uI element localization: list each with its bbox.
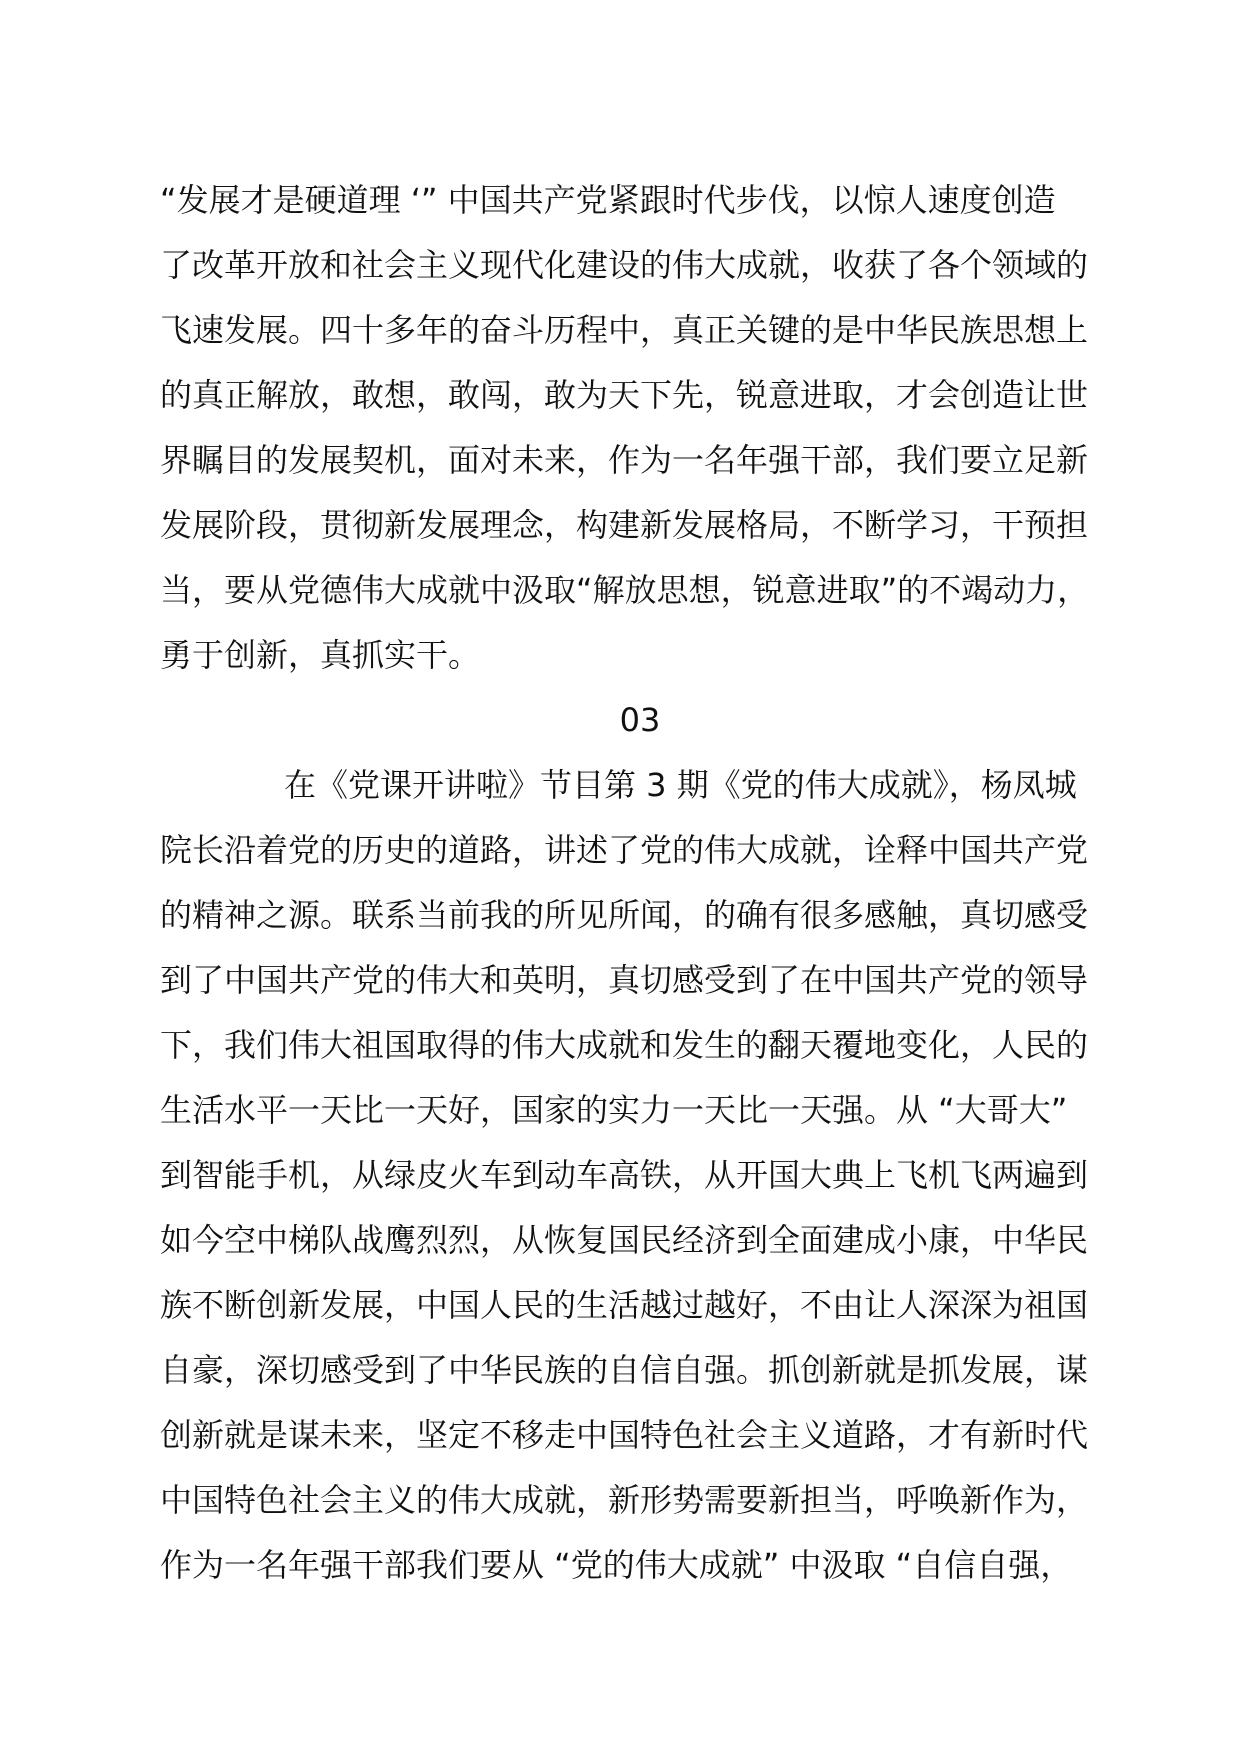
- paragraph-2-line: 在《党课开讲啦》节目第 3 期《党的伟大成就》，杨凤城: [284, 766, 1077, 804]
- paragraph-2-line: 如今空中梯队战鹰烈烈，从恢复国民经济到全面建成小康，中华民: [160, 1221, 1089, 1259]
- paragraph-2-line: 到了中国共产党的伟大和英明，真切感受到了在中国共产党的领导: [160, 961, 1089, 999]
- paragraph-2-line: 的精神之源。联系当前我的所见所闻，的确有很多感触，真切感受: [160, 896, 1089, 934]
- paragraph-1-line: 界瞩目的发展契机，面对未来，作为一名年强干部，我们要立足新: [160, 441, 1089, 479]
- paragraph-2-line: 到智能手机，从绿皮火车到动车高铁，从开国大典上飞机飞两遍到: [160, 1156, 1089, 1194]
- paragraph-1-line: 当，要从党德伟大成就中汲取“解放思想，锐意进取”的不竭动力，: [160, 571, 1090, 609]
- paragraph-2-line: 生活水平一天比一天好，国家的实力一天比一天强。从 “大哥大”: [160, 1091, 1068, 1129]
- paragraph-1-line: 的真正解放，敢想，敢闯，敢为天下先，锐意进取，才会创造让世: [160, 376, 1089, 414]
- paragraph-1-line: 飞速发展。四十多年的奋斗历程中，真正关键的是中华民族思想上: [160, 311, 1089, 349]
- paragraph-2-line: 下，我们伟大祖国取得的伟大成就和发生的翻天覆地变化，人民的: [160, 1026, 1089, 1064]
- paragraph-2-line: 创新就是谋未来，坚定不移走中国特色社会主义道路，才有新时代: [160, 1416, 1089, 1454]
- paragraph-2-line: 院长沿着党的历史的道路，讲述了党的伟大成就，诠释中国共产党: [160, 831, 1089, 869]
- paragraph-1-line: 了改革开放和社会主义现代化建设的伟大成就，收获了各个领域的: [160, 246, 1089, 284]
- paragraph-1-line: “发展才是硬道理 ‘” 中国共产党紧跟时代步伐，以惊人速度创造: [160, 181, 1056, 219]
- paragraph-1-line: 勇于创新，真抓实干。: [160, 636, 481, 674]
- document-body: [160, 168, 1100, 1598]
- paragraph-2-line: 族不断创新发展，中国人民的生活越过越好，不由让人深深为祖国: [160, 1286, 1089, 1324]
- paragraph-1-line: 发展阶段，贯彻新发展理念，构建新发展格局，不断学习，干预担: [160, 506, 1089, 544]
- paragraph-2-line: 自豪，深切感受到了中华民族的自信自强。抓创新就是抓发展，谋: [160, 1351, 1089, 1389]
- paragraph-2-line: 中国特色社会主义的伟大成就，新形势需要新担当，呼唤新作为，: [160, 1481, 1089, 1519]
- paragraph-2-line: 作为一名年强干部我们要从 “党的伟大成就” 中汲取 “自信自强，: [160, 1546, 1073, 1584]
- section-number: 03: [619, 701, 661, 739]
